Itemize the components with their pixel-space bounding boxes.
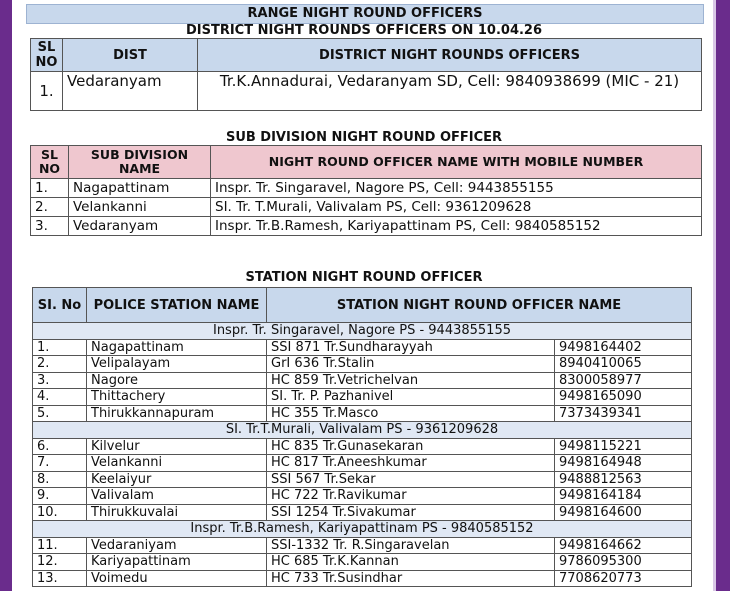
group-label: Inspr. Tr. Singaravel, Nagore PS - 9443855155 xyxy=(33,323,692,340)
cell-station: Nagore xyxy=(87,372,267,389)
cell-station: Thirukkannapuram xyxy=(87,405,267,422)
page-border-right xyxy=(716,0,730,591)
cell-phone: 7373439341 xyxy=(555,405,692,422)
cell-phone: 9498164402 xyxy=(555,339,692,356)
cell-sl: 5. xyxy=(33,405,87,422)
cell-sl: 3. xyxy=(31,217,69,236)
table-row xyxy=(31,72,702,111)
table-row xyxy=(33,455,692,472)
cell-subdivision: Nagapattinam xyxy=(69,179,211,198)
table-row xyxy=(33,372,692,389)
cell-dist: Vedaranyam xyxy=(63,72,198,111)
cell-sl: 2. xyxy=(31,198,69,217)
header-sl-no: SL NO xyxy=(31,146,69,179)
table-row xyxy=(33,389,692,406)
cell-phone: 9498164948 xyxy=(555,455,692,472)
header-station-name: POLICE STATION NAME xyxy=(87,288,267,323)
cell-officer: HC 685 Tr.K.Kannan xyxy=(267,554,555,571)
table-row xyxy=(33,488,692,505)
cell-sl: 10. xyxy=(33,504,87,521)
header-sl-no: SL NO xyxy=(31,39,63,72)
cell-station: Velankanni xyxy=(87,455,267,472)
table-row xyxy=(33,471,692,488)
cell-station: Thittachery xyxy=(87,389,267,406)
cell-sl: 4. xyxy=(33,389,87,406)
subdivision-title: SUB DIVISION NIGHT ROUND OFFICER xyxy=(225,130,503,145)
cell-sl: 6. xyxy=(33,438,87,455)
cell-station: Kilvelur xyxy=(87,438,267,455)
station-table xyxy=(32,287,692,587)
table-row xyxy=(31,217,702,236)
station-title: STATION NIGHT ROUND OFFICER xyxy=(245,270,483,285)
cell-sl: 7. xyxy=(33,455,87,472)
header-subdivision-name: SUB DIVISION NAME xyxy=(69,146,211,179)
cell-officer: HC 733 Tr.Susindhar xyxy=(267,570,555,587)
cell-officer: Inspr. Tr.B.Ramesh, Kariyapattinam PS, Cell: 9840585152 xyxy=(211,217,702,236)
cell-officer: HC 355 Tr.Masco xyxy=(267,405,555,422)
range-title: RANGE NIGHT ROUND OFFICERS xyxy=(26,4,704,24)
cell-officer: SSI 1254 Tr.Sivakumar xyxy=(267,504,555,521)
table-header-row xyxy=(31,39,702,72)
group-label: SI. Tr.T.Murali, Valivalam PS - 9361209628 xyxy=(33,422,692,439)
cell-officer: SI. Tr. T.Murali, Valivalam PS, Cell: 9361209628 xyxy=(211,198,702,217)
cell-sl: 12. xyxy=(33,554,87,571)
group-row xyxy=(33,422,692,439)
table-row xyxy=(33,356,692,373)
cell-station: Thirukkuvalai xyxy=(87,504,267,521)
cell-sl: 13. xyxy=(33,570,87,587)
cell-phone: 9498165090 xyxy=(555,389,692,406)
district-title: DISTRICT NIGHT ROUNDS OFFICERS ON 10.04.26 xyxy=(185,23,543,38)
page-border-left xyxy=(0,0,12,591)
cell-station: Valivalam xyxy=(87,488,267,505)
cell-officer: Inspr. Tr. Singaravel, Nagore PS, Cell: 9443855155 xyxy=(211,179,702,198)
table-row xyxy=(33,339,692,356)
cell-officer: GrI 636 Tr.Stalin xyxy=(267,356,555,373)
table-row xyxy=(31,179,702,198)
cell-station: Vedaraniyam xyxy=(87,537,267,554)
cell-station: Keelaiyur xyxy=(87,471,267,488)
header-officers: DISTRICT NIGHT ROUNDS OFFICERS xyxy=(198,39,702,72)
cell-officer: HC 859 Tr.Vetrichelvan xyxy=(267,372,555,389)
group-row xyxy=(33,323,692,340)
cell-phone: 9488812563 xyxy=(555,471,692,488)
table-row xyxy=(31,198,702,217)
header-dist: DIST xyxy=(63,39,198,72)
cell-subdivision: Velankanni xyxy=(69,198,211,217)
cell-phone: 7708620773 xyxy=(555,570,692,587)
cell-station: Voimedu xyxy=(87,570,267,587)
cell-phone: 8300058977 xyxy=(555,372,692,389)
cell-phone: 9498164184 xyxy=(555,488,692,505)
table-row xyxy=(33,537,692,554)
cell-subdivision: Vedaranyam xyxy=(69,217,211,236)
cell-officer: Tr.K.Annadurai, Vedaranyam SD, Cell: 9840938699 (MIC - 21) xyxy=(198,72,702,111)
group-row xyxy=(33,521,692,538)
cell-officer: SSI 567 Tr.Sekar xyxy=(267,471,555,488)
cell-station: Velipalayam xyxy=(87,356,267,373)
table-row xyxy=(33,554,692,571)
header-sl-no: SI. No xyxy=(33,288,87,323)
cell-phone: 9498164600 xyxy=(555,504,692,521)
cell-phone: 9786095300 xyxy=(555,554,692,571)
table-header-row xyxy=(33,288,692,323)
cell-station: Nagapattinam xyxy=(87,339,267,356)
cell-officer: SI. Tr. P. Pazhanivel xyxy=(267,389,555,406)
table-row xyxy=(33,438,692,455)
group-label: Inspr. Tr.B.Ramesh, Kariyapattinam PS - 9840585152 xyxy=(33,521,692,538)
cell-officer: SSI-1332 Tr. R.Singaravelan xyxy=(267,537,555,554)
cell-sl: 1. xyxy=(33,339,87,356)
table-header-row xyxy=(31,146,702,179)
table-row xyxy=(33,405,692,422)
district-table xyxy=(30,38,702,111)
table-row xyxy=(33,504,692,521)
subdivision-table xyxy=(30,145,702,236)
cell-sl: 11. xyxy=(33,537,87,554)
cell-officer: HC 817 Tr.Aneeshkumar xyxy=(267,455,555,472)
table-row xyxy=(33,570,692,587)
cell-sl: 1. xyxy=(31,179,69,198)
cell-sl: 8. xyxy=(33,471,87,488)
cell-sl: 1. xyxy=(31,72,63,111)
cell-phone: 9498164662 xyxy=(555,537,692,554)
cell-station: Kariyapattinam xyxy=(87,554,267,571)
cell-officer: HC 722 Tr.Ravikumar xyxy=(267,488,555,505)
header-officer-name: STATION NIGHT ROUND OFFICER NAME xyxy=(267,288,692,323)
cell-phone: 9498115221 xyxy=(555,438,692,455)
cell-sl: 3. xyxy=(33,372,87,389)
cell-sl: 2. xyxy=(33,356,87,373)
cell-officer: SSI 871 Tr.Sundharayyah xyxy=(267,339,555,356)
cell-officer: HC 835 Tr.Gunasekaran xyxy=(267,438,555,455)
header-officer-name: NIGHT ROUND OFFICER NAME WITH MOBILE NUMBER xyxy=(211,146,702,179)
cell-sl: 9. xyxy=(33,488,87,505)
cell-phone: 8940410065 xyxy=(555,356,692,373)
